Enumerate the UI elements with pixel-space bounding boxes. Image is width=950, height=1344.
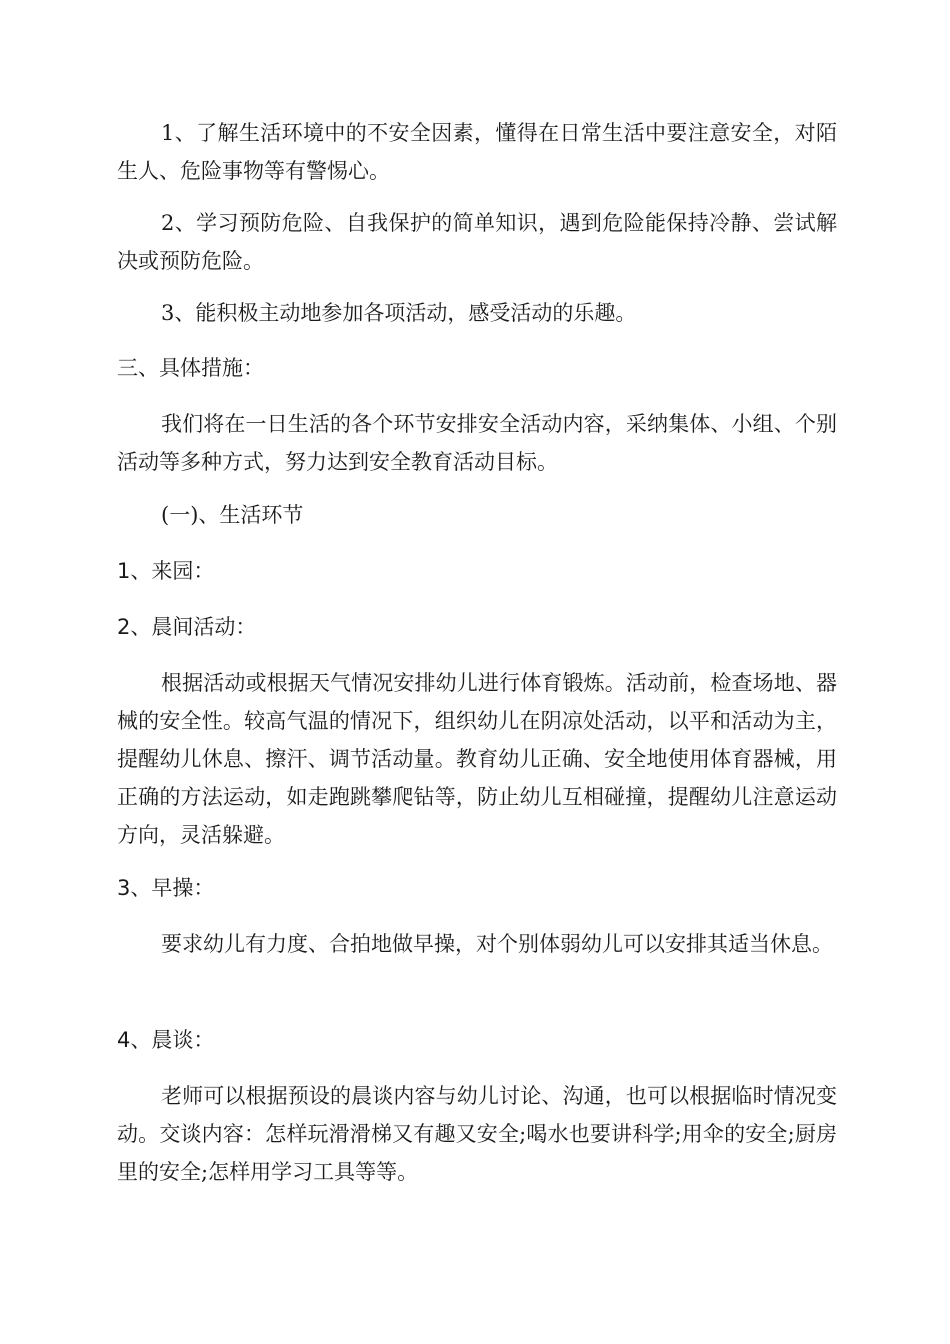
morning-talk-body: 老师可以根据预设的晨谈内容与幼儿讨论、沟通，也可以根据临时情况变动。交谈内容：怎样玩滑滑梯又有趣又安全;喝水也要讲科学;用伞的安全;厨房里的安全;怎样用学习工具等等。 — [117, 1084, 837, 1184]
morning-exercise-body: 要求幼儿有力度、合拍地做早操，对个别体弱幼儿可以安排其适当休息。 — [161, 932, 833, 956]
objective-2: 2、学习预防危险、自我保护的简单知识，遇到危险能保持冷静、尝试解决或预防危险。 — [117, 211, 837, 273]
measures-intro: 我们将在一日生活的各个环节安排安全活动内容，采纳集体、小组、个别活动等多种方式，努力达到安全教育活动目标。 — [117, 412, 837, 474]
item-morning-exercise: 3、早操： — [117, 876, 215, 900]
subsection-heading-life: (一)、生活环节 — [161, 503, 304, 527]
item-arrival: 1、来园： — [117, 559, 215, 583]
item-morning-activity: 2、晨间活动： — [117, 615, 257, 639]
item-morning-talk: 4、晨谈： — [117, 1028, 215, 1052]
objective-3: 3、能积极主动地参加各项活动，感受活动的乐趣。 — [161, 301, 637, 325]
section-heading-measures: 三、具体措施： — [117, 356, 264, 380]
objective-1: 1、了解生活环境中的不安全因素，懂得在日常生活中要注意安全，对陌生人、危险事物等有警惕心。 — [117, 121, 837, 183]
morning-activity-body: 根据活动或根据天气情况安排幼儿进行体育锻炼。活动前，检查场地、器械的安全性。较高气温的情况下，组织幼儿在阴凉处活动，以平和活动为主，提醒幼儿休息、擦汗、调节活动量。教育幼儿正确、安全地使用体育器械，用正确的方法运动，如走跑跳攀爬钻等，防止幼儿互相碰撞，提醒幼儿注意运动方向，灵活躲避。 — [117, 671, 837, 847]
